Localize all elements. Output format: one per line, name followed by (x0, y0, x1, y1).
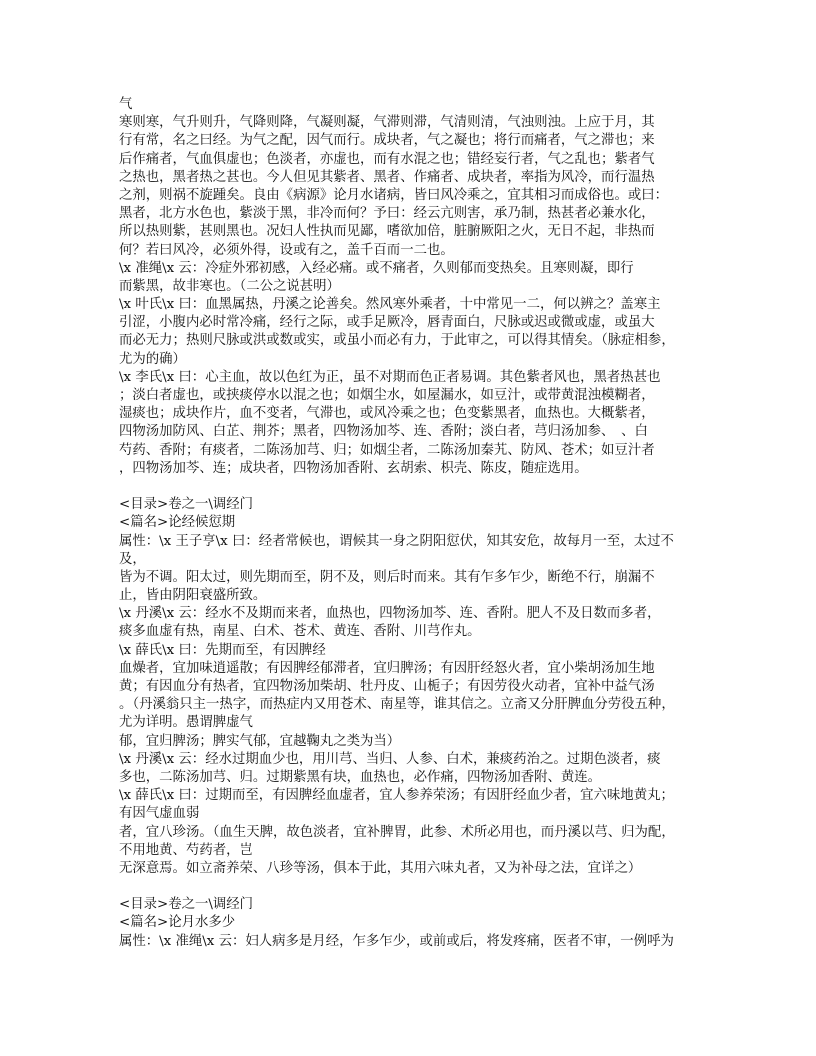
text-line: 四物汤加防风、白芷、荆芥；黑者，四物汤加芩、连、香附；淡白者，芎归汤加参、 、白 (119, 424, 648, 440)
blank-line (119, 478, 716, 496)
text-line: 无深意焉。如立斋养荣、八珍等汤，俱本于此，其用六味丸者，又为补母之法，宜详之） (119, 860, 642, 876)
text-line: 寒则寒，气升则升，气降则降，气凝则凝，气滞则滞，气清则清，气浊则浊。上应于月，其 (119, 115, 655, 131)
text-line: \x 李氏\x 曰：心主血，故以色红为正，虽不对期而色正者易调。其色紫者风也，黑者热甚也 (119, 369, 661, 385)
text-line: \x 叶氏\x 曰：血黑属热，丹溪之论善矣。然风寒外乘者，十中常见一二，何以辨之？盖寒主 (119, 297, 661, 313)
text-line: 血燥者，宜加味逍遥散；有因脾经郁滞者，宜归脾汤；有因肝经怒火者，宜小柴胡汤加生地 (119, 660, 655, 676)
text-line: 而紫黑，故非寒也。（二公之说甚明） (119, 278, 340, 294)
text-line: 所以热则紫，甚则黑也。况妇人性执而见鄙，嗜欲加倍，脏腑厥阳之火，无日不起，非热而 (119, 224, 655, 240)
text-line: <目录>卷之一\调经门 (119, 497, 254, 513)
text-line: 而必无力；热则尺脉或洪或数或实，或虽小而必有力，于此审之，可以得其情矣。（脉症相参， (119, 333, 675, 349)
text-line: 黑者，北方水色也，紫淡于黑，非冷而何？予曰：经云亢则害，承乃制，热甚者必兼水化， (119, 206, 655, 222)
text-line: 气 (119, 97, 133, 112)
text-line: \x 薛氏\x 曰：过期而至，有因脾经血虚者，宜人参养荣汤；有因肝经血少者，宜六味地黄丸； (119, 788, 674, 804)
text-line: 及， (119, 551, 146, 567)
text-line: <目录>卷之一\调经门 (119, 897, 254, 913)
text-line: <篇名>论经候愆期 (119, 515, 236, 531)
text-line: 行有常，名之曰经。为气之配，因气而行。成块者，气之凝也；将行而痛者，气之滞也；来 (119, 133, 655, 149)
text-line: 有因气虚血弱 (119, 806, 200, 822)
text-line: 尤为详明。愚谓脾虚气 (119, 715, 253, 731)
text-line: <篇名>论月水多少 (119, 915, 236, 931)
text-line: 引涩，小腹内必时常冷痛，经行之际，或手足厥冷，唇青面白，尺脉或迟或微或虚，或虽大 (119, 315, 655, 331)
text-line: 尤为的确） (119, 351, 186, 367)
text-line: 湿痰也；成块作片，血不变者，气滞也，或风冷乘之也；色变紫黑者，血热也。大概紫者， (119, 406, 655, 422)
text-line: \x 薛氏\x 曰：先期而至，有因脾经 (119, 642, 326, 658)
text-line: \x 丹溪\x 云：经水过期血少也，用川芎、当归、人参、白术，兼痰药治之。过期色淡者，痰 (119, 751, 661, 767)
text-line: ，四物汤加芩、连；成块者，四物汤加香附、玄胡索、枳壳、陈皮，随症选用。 (119, 460, 588, 476)
text-line: 皆为不调。阳太过，则先期而至，阴不及，则后时而来。其有乍多乍少，断绝不行，崩漏不 (119, 569, 655, 585)
text-line: 后作痛者，气血俱虚也；色淡者，亦虚也，而有水混之也；错经妄行者，气之乱也；紫者气 (119, 151, 655, 167)
text-line: 属性：\x 王子亨\x 曰：经者常候也，谓候其一身之阴阳愆伏，知其安危，故每月一至，太过不 (119, 533, 674, 549)
text-line: 何？若曰风冷，必须外得，设或有之，盖千百而一二也。 (119, 242, 454, 258)
text-line: 之剂，则祸不旋踵矣。良由《病源》论月水诸病，皆曰风冷乘之，宜其相习而成俗也。或曰： (119, 187, 669, 203)
text-line: 郁，宜归脾汤；脾实气郁，宜越鞠丸之类为当） (119, 733, 401, 749)
text-line: 。（丹溪翁只主一热字，而热症内又用苍术、南星等，谁其信之。立斋又分肝脾血分劳役五种， (119, 697, 675, 713)
text-line: 多也，二陈汤加芎、归。过期紫黑有块，血热也，必作痛，四物汤加香附、黄连。 (119, 769, 602, 785)
text-line: \x 丹溪\x 云：经水不及期而来者，血热也，四物汤加芩、连、香附。肥人不及日数而多者， (119, 606, 661, 622)
text-line: 止，皆由阴阳衰盛所致。 (119, 588, 267, 604)
text-line: 属性：\x 准绳\x 云：妇人病多是月经，乍多乍少，或前或后，将发疼痛，医者不审，一例呼为 (119, 933, 674, 949)
text-line: 痰多血虚有热，南星、白术、苍术、黄连、香附、川芎作丸。 (119, 624, 481, 640)
text-line: 不用地黄、芍药者，岂 (119, 842, 253, 858)
blank-line (119, 878, 716, 896)
text-line: 之热也，黑者热之甚也。今人但见其紫者、黑者、作痛者、成块者，率指为风冷，而行温热 (119, 169, 655, 185)
text-line: \x 准绳\x 云：冷症外邪初感，入经必痛。或不痛者，久则郁而变热矣。且寒则凝，即行 (119, 260, 634, 276)
text-line: ；淡白者虚也，或挟痰停水以混之也；如烟尘水，如屋漏水，如豆汁，或带黄混浊模糊者， (119, 388, 655, 403)
text-line: 者，宜八珍汤。（血生天脾，故色淡者，宜补脾胃，此参、术所必用也，而丹溪以芎、归为配， (119, 824, 675, 840)
text-line: 黄；有因血分有热者，宜四物汤加柴胡、牡丹皮、山栀子；有因劳役火动者，宜补中益气汤 (119, 679, 655, 694)
text-line: 芍药、香附；有痰者，二陈汤加芎、归；如烟尘者，二陈汤加秦艽、防风、苍术；如豆汁者 (119, 442, 655, 458)
